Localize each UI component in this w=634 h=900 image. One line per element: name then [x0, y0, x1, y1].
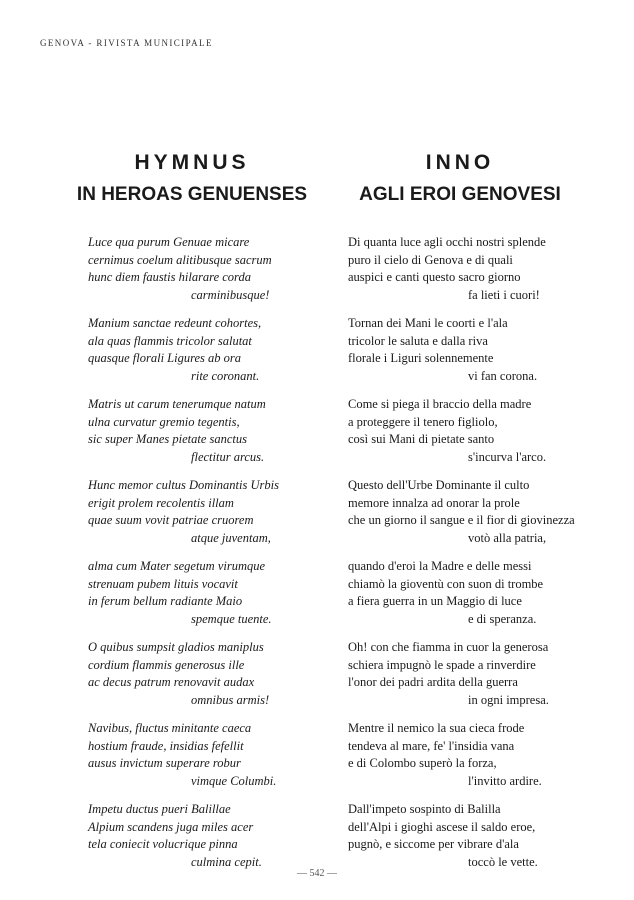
verse-line: omnibus armis! [191, 692, 270, 707]
verse-line: tela coniecit volucrique pinna [88, 837, 238, 851]
verse-line: hostium fraude, insidias fefellit [88, 738, 244, 753]
verse-line: quando d'eroi la Madre e delle messi [348, 559, 532, 573]
verse-line: l'invitto ardire. [468, 773, 542, 788]
verse-line: in ogni impresa. [468, 692, 549, 707]
stanza [66, 315, 318, 396]
verse-line: Manium sanctae redeunt cohortes, [88, 316, 262, 330]
verse-line: Mentre il nemico la sua cieca frode [348, 721, 525, 735]
verse-line: in ferum bellum radiante Maio [88, 594, 243, 608]
stanza [340, 396, 580, 477]
verse-line: culmina cepit. [191, 854, 262, 869]
verse-line: e di Colombo superò la forza, [348, 756, 497, 770]
italian-title: INNO [425, 151, 495, 174]
verse-line: pugnò, e siccome per vibrare d'ala [348, 837, 519, 851]
verse-line: e di speranza. [468, 611, 537, 626]
stanza [66, 558, 318, 639]
verse-line: ausus invictum superare robur [88, 756, 241, 770]
stanza [66, 639, 318, 720]
stanza [340, 477, 580, 558]
verse-line: toccò le vette. [468, 854, 538, 869]
verse-line: atque juventam, [191, 530, 271, 545]
verse-line: s'incurva l'arco. [468, 449, 547, 464]
verse-line: votò alla patria, [468, 530, 547, 545]
verse-line: vi fan corona. [468, 368, 538, 383]
verse-line: quae suum vovit patriae cruorem [88, 513, 254, 527]
verse-line: quasque florali Ligures ab ora [88, 351, 242, 365]
running-head: GENOVA - RIVISTA MUNICIPALE [40, 38, 213, 48]
verse-line: strenuam pubem lituis vocavit [88, 576, 238, 591]
verse-line: sic super Manes pietate sanctus [88, 432, 248, 446]
latin-title: HYMNUS [134, 151, 250, 174]
verse-line: cernimus coelum alitibusque sacrum [88, 252, 272, 267]
verse-line: Oh! con che fiamma in cuor la generosa [348, 640, 549, 654]
page-number: — 542 — [297, 868, 337, 879]
italian-stanzas [340, 234, 580, 882]
verse-line: Alpium scandens juga miles acer [88, 819, 254, 834]
verse-line: memore innalza ad onorar la prole [348, 495, 520, 510]
italian-column [340, 150, 580, 882]
verse-line: alma cum Mater segetum virumque [88, 559, 266, 573]
verse-line: ulna curvatur gremio tegentis, [88, 414, 240, 429]
stanza [66, 396, 318, 477]
verse-line: Navibus, fluctus minitante caeca [88, 721, 252, 735]
verse-line: tendeva al mare, fe' l'insidia vana [348, 738, 515, 753]
stanza [340, 315, 580, 396]
verse-line: schiera impugnò le spade a rinverdire [348, 657, 536, 672]
verse-line: ac decus patrum renovavit audax [88, 675, 255, 689]
latin-column [66, 150, 318, 882]
verse-line: chiamò la gioventù con suon di trombe [348, 576, 544, 591]
verse-line: fa lieti i cuori! [468, 287, 540, 302]
verse-line: dell'Alpi i gioghi ascese il saldo eroe, [348, 819, 536, 834]
verse-line: l'onor dei padri ardita della guerra [348, 675, 518, 689]
stanza [340, 720, 580, 801]
stanza [66, 234, 318, 315]
verse-line: ala quas flammis tricolor salutat [88, 333, 252, 348]
verse-line: cordium flammis generosus ille [88, 657, 245, 672]
stanza [340, 639, 580, 720]
stanza [340, 558, 580, 639]
verse-line: Tornan dei Mani le coorti e l'ala [348, 316, 508, 330]
verse-line: Matris ut carum tenerumque natum [88, 397, 266, 411]
latin-stanzas [66, 234, 318, 882]
verse-line: Hunc memor cultus Dominantis Urbis [88, 478, 279, 492]
verse-line: vimque Columbi. [191, 773, 277, 788]
verse-line: O quibus sumpsit gladios maniplus [88, 640, 264, 654]
verse-line: Questo dell'Urbe Dominante il culto [348, 478, 530, 492]
verse-line: Luce qua purum Genuae micare [88, 235, 250, 249]
verse-line: così sui Mani di pietate santo [348, 432, 495, 446]
verse-line: che un giorno il sangue e il fior di giovinezza [348, 513, 575, 527]
verse-line: Come si piega il braccio della madre [348, 397, 532, 411]
stanza [340, 234, 580, 315]
verse-line: spemque tuente. [191, 611, 272, 626]
latin-subtitle: IN HEROAS GENUENSES [76, 184, 308, 205]
italian-subtitle: AGLI EROI GENOVESI [359, 184, 561, 205]
verse-line: Di quanta luce agli occhi nostri splende [348, 235, 546, 249]
verse-line: flectitur arcus. [191, 449, 265, 464]
verse-line: erigit prolem recolentis illam [88, 495, 234, 510]
verse-line: puro il cielo di Genova e di quali [348, 252, 513, 267]
verse-line: Dall'impeto sospinto di Balilla [348, 802, 501, 816]
verse-line: a fiera guerra in un Maggio di luce [348, 594, 522, 608]
verse-line: hunc diem faustis hilarare corda [88, 270, 251, 284]
verse-line: florale i Liguri solennemente [348, 351, 494, 365]
stanza [66, 477, 318, 558]
stanza [66, 720, 318, 801]
verse-line: rite coronant. [191, 368, 260, 383]
verse-line: tricolor le saluta e dalla riva [348, 333, 488, 348]
verse-line: Impetu ductus pueri Balillae [88, 802, 231, 816]
verse-line: auspici e canti questo sacro giorno [348, 270, 521, 284]
verse-line: a proteggere il tenero figliolo, [348, 414, 498, 429]
verse-line: carminibusque! [191, 287, 270, 302]
